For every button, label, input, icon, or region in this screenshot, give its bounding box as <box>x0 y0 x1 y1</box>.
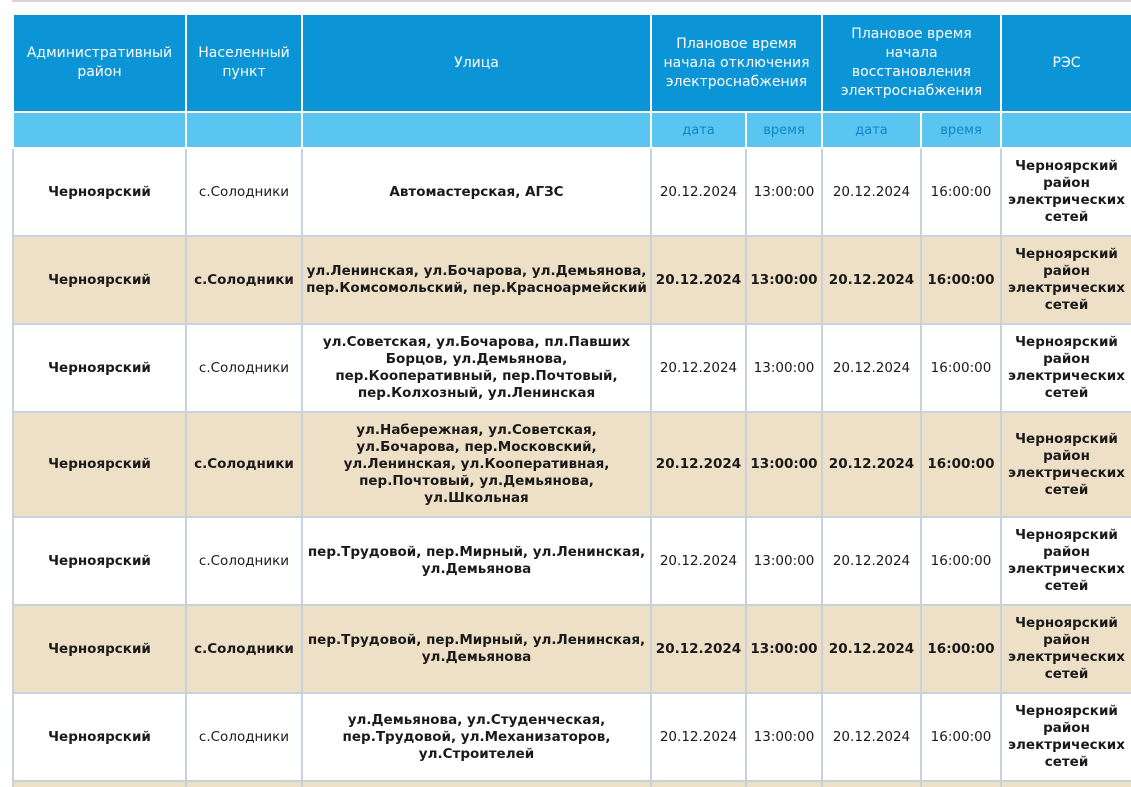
header-street: Улица <box>302 14 651 112</box>
table-header-row <box>13 14 1131 112</box>
header-locality: Населенный пункт <box>186 14 302 112</box>
cell-off-date: 20.12.2024 <box>651 148 746 236</box>
cell-empty <box>1001 781 1131 787</box>
cell-on-time: 16:00:00 <box>921 324 1001 412</box>
cell-on-date: 20.12.2024 <box>822 236 921 324</box>
cell-on-time: 16:00:00 <box>921 605 1001 693</box>
cell-off-date: 20.12.2024 <box>651 693 746 781</box>
cell-res: Черноярский район электрических сетей <box>1001 412 1131 517</box>
subheader-empty <box>1001 112 1131 148</box>
cell-street: пер.Трудовой, пер.Мирный, ул.Ленинская, ул.Демьянова <box>302 605 651 693</box>
header-on-time: Плановое время начала восстановления электроснабжения <box>822 14 1001 112</box>
cell-empty <box>302 781 651 787</box>
cell-locality: с.Солодники <box>186 148 302 236</box>
cell-off-date: 20.12.2024 <box>651 236 746 324</box>
table-row <box>13 605 1131 693</box>
subheader-empty <box>13 112 186 148</box>
cell-locality: с.Солодники <box>186 324 302 412</box>
cell-locality: с.Солодники <box>186 517 302 605</box>
cell-on-date: 20.12.2024 <box>822 148 921 236</box>
top-divider <box>12 0 1131 2</box>
table-row <box>13 517 1131 605</box>
table-row <box>13 236 1131 324</box>
outage-schedule-table <box>12 13 1131 787</box>
table-row <box>13 693 1131 781</box>
subheader-off-time: время <box>746 112 822 148</box>
cell-res: Черноярский район электрических сетей <box>1001 693 1131 781</box>
cell-on-time: 16:00:00 <box>921 412 1001 517</box>
cell-district: Черноярский <box>13 605 186 693</box>
cell-street: ул.Советская, ул.Бочарова, пл.Павших Борцов, ул.Демьянова, пер.Кооперативный, пер.Почтовый, пер.Колхозный, ул.Ленинская <box>302 324 651 412</box>
cell-empty <box>651 781 746 787</box>
cell-off-time: 13:00:00 <box>746 605 822 693</box>
cell-on-date: 20.12.2024 <box>822 324 921 412</box>
cell-empty <box>186 781 302 787</box>
table-row <box>13 324 1131 412</box>
cell-empty <box>822 781 921 787</box>
cell-district: Черноярский <box>13 412 186 517</box>
table-row <box>13 148 1131 236</box>
cell-off-time: 13:00:00 <box>746 517 822 605</box>
header-res: РЭС <box>1001 14 1131 112</box>
cell-street: пер.Трудовой, пер.Мирный, ул.Ленинская, ул.Демьянова <box>302 517 651 605</box>
cell-on-date: 20.12.2024 <box>822 412 921 517</box>
subheader-empty <box>186 112 302 148</box>
header-district: Административный район <box>13 14 186 112</box>
table-row-partial <box>13 781 1131 787</box>
cell-res: Черноярский район электрических сетей <box>1001 605 1131 693</box>
cell-res: Черноярский район электрических сетей <box>1001 324 1131 412</box>
cell-district: Черноярский <box>13 236 186 324</box>
cell-locality: с.Солодники <box>186 693 302 781</box>
cell-empty <box>13 781 186 787</box>
table-row <box>13 412 1131 517</box>
cell-street: Автомастерская, АГЗС <box>302 148 651 236</box>
cell-on-time: 16:00:00 <box>921 148 1001 236</box>
cell-off-date: 20.12.2024 <box>651 605 746 693</box>
cell-district: Черноярский <box>13 148 186 236</box>
cell-on-date: 20.12.2024 <box>822 517 921 605</box>
cell-on-date: 20.12.2024 <box>822 693 921 781</box>
table-subheader-row <box>13 112 1131 148</box>
cell-off-date: 20.12.2024 <box>651 324 746 412</box>
cell-locality: с.Солодники <box>186 412 302 517</box>
cell-off-time: 13:00:00 <box>746 324 822 412</box>
cell-street: ул.Набережная, ул.Советская, ул.Бочарова, пер.Московский, ул.Ленинская, ул.Кооперативная, пер.Почтовый, ул.Демьянова, ул.Школьная <box>302 412 651 517</box>
cell-off-time: 13:00:00 <box>746 236 822 324</box>
header-off-time: Плановое время начала отключения электроснабжения <box>651 14 822 112</box>
cell-off-date: 20.12.2024 <box>651 412 746 517</box>
cell-on-time: 16:00:00 <box>921 693 1001 781</box>
cell-locality: с.Солодники <box>186 605 302 693</box>
cell-res: Черноярский район электрических сетей <box>1001 148 1131 236</box>
cell-on-date: 20.12.2024 <box>822 605 921 693</box>
cell-district: Черноярский <box>13 517 186 605</box>
cell-empty <box>746 781 822 787</box>
subheader-on-time: время <box>921 112 1001 148</box>
cell-off-time: 13:00:00 <box>746 148 822 236</box>
cell-district: Черноярский <box>13 693 186 781</box>
cell-empty <box>921 781 1001 787</box>
cell-on-time: 16:00:00 <box>921 236 1001 324</box>
cell-off-time: 13:00:00 <box>746 412 822 517</box>
cell-off-date: 20.12.2024 <box>651 517 746 605</box>
cell-off-time: 13:00:00 <box>746 693 822 781</box>
cell-district: Черноярский <box>13 324 186 412</box>
cell-res: Черноярский район электрических сетей <box>1001 236 1131 324</box>
cell-on-time: 16:00:00 <box>921 517 1001 605</box>
cell-street: ул.Ленинская, ул.Бочарова, ул.Демьянова, пер.Комсомольский, пер.Красноармейский <box>302 236 651 324</box>
subheader-off-date: дата <box>651 112 746 148</box>
subheader-on-date: дата <box>822 112 921 148</box>
cell-res: Черноярский район электрических сетей <box>1001 517 1131 605</box>
cell-locality: с.Солодники <box>186 236 302 324</box>
cell-street: ул.Демьянова, ул.Студенческая, пер.Трудовой, ул.Механизаторов, ул.Строителей <box>302 693 651 781</box>
subheader-empty <box>302 112 651 148</box>
